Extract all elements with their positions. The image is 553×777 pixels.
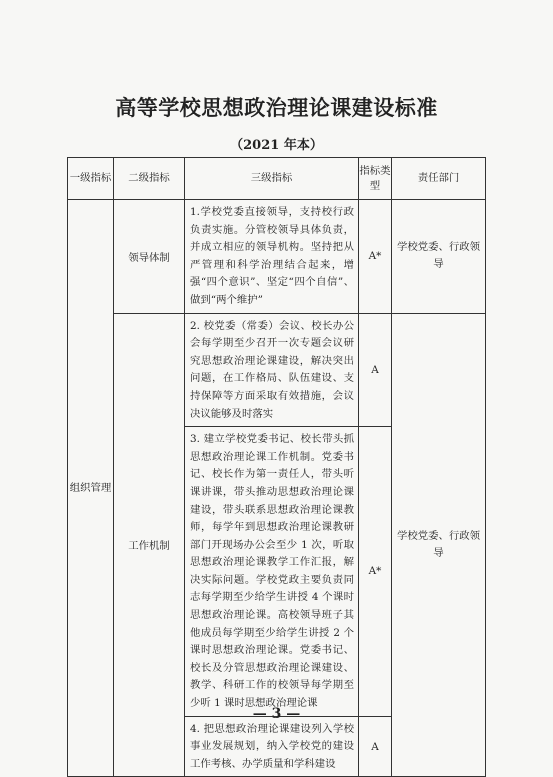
level3-item-2: 2. 校党委（常委）会议、校长办公会每学期至少召开一次专题会议研究思想政治理论课建设，解决突出问题，在工作格局、队伍建设、支持保障等方面采取有效措施，会议决议能够及时落实 [185, 313, 359, 427]
header-level2: 二级指标 [114, 158, 185, 200]
level3-item-4: 4. 把思想政治理论课建设列入学校事业发展规划，纳入学校党的建设工作考核、办学质量和学科建设 [185, 716, 359, 777]
department-cell-1: 学校党委、行政领导 [392, 200, 486, 314]
document-title: 高等学校思想政治理论课建设标准 [115, 96, 438, 120]
page-number: — 3 — [252, 706, 301, 722]
type-item-2: A [359, 313, 392, 427]
level3-item-3: 3. 建立学校党委书记、校长带头抓思想政治理论课工作机制。党委书记、校长作为第一责任人，带头听课讲课，带头推动思想政治理论课建设，带头联系思想政治理论课教师，每学年到思想政治理论课教研部门开现场办公会至少 1 次，听取思想政治理论课教学工作汇报，解决实际问题。学校党政主要负责同志每学期至少给学生讲授 4 个课时思想政治理论课。高校领导班子其他成员每学期至少给学生讲授 2 个课时思想政治理论课。党委书记、校长及分管思想政治理论课建设、教学、科研工作的校领导每学期至少听 1 课时思想政治理论课 [185, 427, 359, 717]
type-item-3: A* [359, 427, 392, 717]
level2-leadership: 领导体制 [114, 200, 185, 314]
level3-item-1: 1.学校党委直接领导，支持校行政负责实施。分管校领导具体负责，并成立相应的领导机构。坚持把从严管理和科学治理结合起来，增强“四个意识”、坚定“四个自信”、做到“两个维护” [185, 200, 359, 314]
level1-cell: 组织管理 [68, 200, 114, 777]
standards-table [67, 157, 486, 777]
type-item-1: A* [359, 200, 392, 314]
document-subtitle: （2021 年本） [230, 138, 323, 153]
header-type: 指标类型 [359, 158, 392, 200]
type-item-4: A [359, 716, 392, 777]
header-level3: 三级指标 [185, 158, 359, 200]
level2-mechanism: 工作机制 [114, 313, 185, 777]
table-header-row [68, 158, 486, 200]
header-level1: 一级指标 [68, 158, 114, 200]
table-row [68, 200, 486, 314]
header-department: 责任部门 [392, 158, 486, 200]
table-row [68, 313, 486, 427]
department-cell-2: 学校党委、行政领导 [392, 313, 486, 777]
